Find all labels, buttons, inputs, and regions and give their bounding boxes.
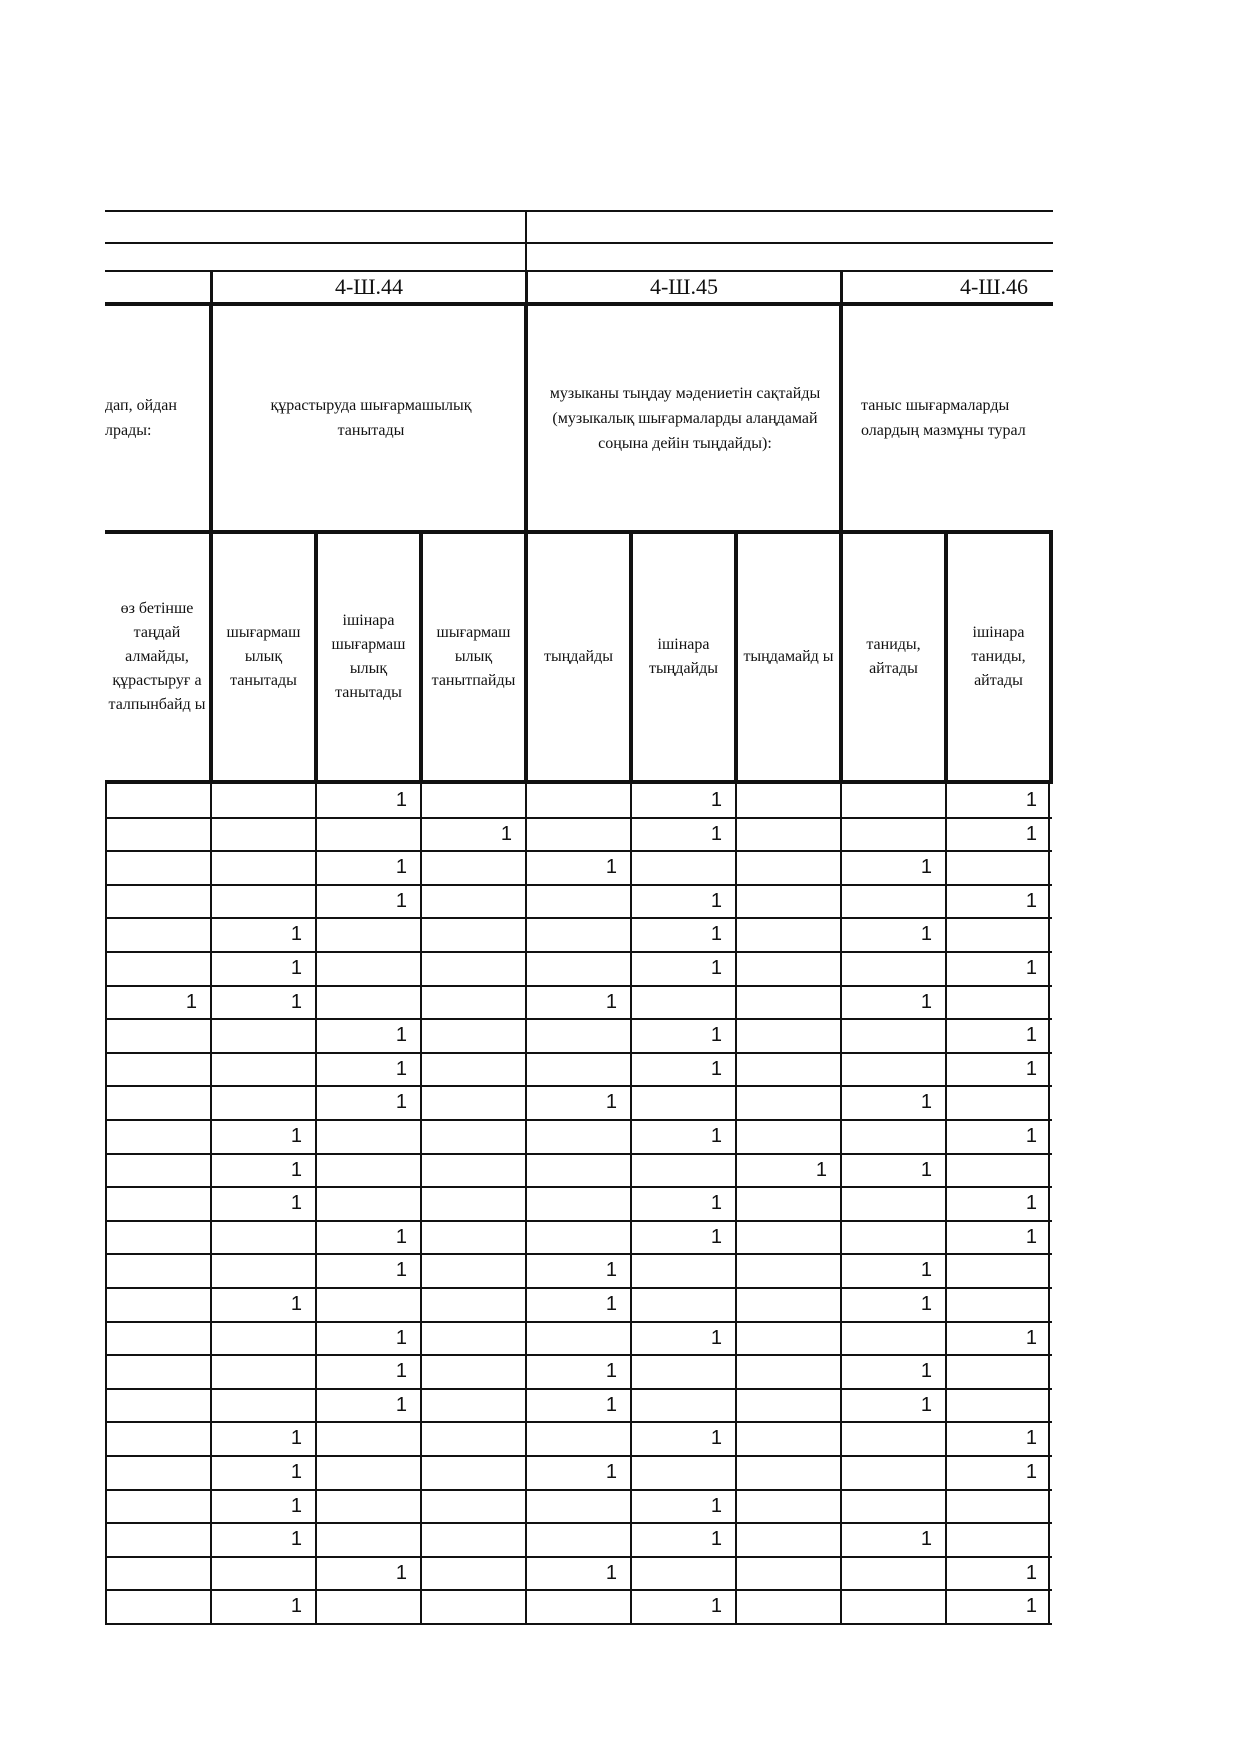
table-border xyxy=(105,210,1053,212)
indicator-code: 4-Ш.44 xyxy=(334,274,404,299)
table-cell-value: 1 xyxy=(1025,1461,1037,1483)
column-header: таниды, айтады xyxy=(866,636,921,677)
table-cell-value: 1 xyxy=(605,1360,617,1382)
group-header: музыканы тыңдау мәдениетін сақтайды (музыкалық шығармаларды алаңдамай соңына дейін тыңдайды): xyxy=(549,384,821,452)
group-header: құрастыруда шығармашылық танытады xyxy=(270,397,472,439)
table-cell-value: 1 xyxy=(395,890,407,912)
table-cell-value: 1 xyxy=(710,890,722,912)
grid-line xyxy=(105,1321,1052,1323)
table-cell-value: 1 xyxy=(290,1427,302,1449)
table-cell-value: 1 xyxy=(290,1461,302,1483)
table-cell-value: 1 xyxy=(1025,1058,1037,1080)
table-cell-value: 1 xyxy=(605,1461,617,1483)
table-cell-value: 1 xyxy=(395,1394,407,1416)
table-cell-value: 1 xyxy=(290,1293,302,1315)
table-cell-value: 1 xyxy=(1025,1192,1037,1214)
grid-line xyxy=(105,1220,1052,1222)
table-cell-value: 1 xyxy=(710,1125,722,1147)
table-cell-value: 1 xyxy=(605,1394,617,1416)
table-cell-value: 1 xyxy=(290,957,302,979)
table-cell-value: 1 xyxy=(1025,1327,1037,1349)
table-cell-value: 1 xyxy=(290,1528,302,1550)
table-cell-value: 1 xyxy=(290,1192,302,1214)
table-cell-value: 1 xyxy=(605,1562,617,1584)
table-cell-value: 1 xyxy=(185,991,197,1013)
table-cell-value: 1 xyxy=(290,1125,302,1147)
table-cell-value: 1 xyxy=(1025,1226,1037,1248)
table-cell-value: 1 xyxy=(920,856,932,878)
table-border xyxy=(105,780,1053,784)
table-cell-value: 1 xyxy=(395,856,407,878)
table-cell-value: 1 xyxy=(395,1024,407,1046)
grid-line xyxy=(1048,784,1050,1624)
table-cell-value: 1 xyxy=(920,1360,932,1382)
indicator-code: 4-Ш.45 xyxy=(649,274,719,299)
table-cell-value: 1 xyxy=(920,1528,932,1550)
table-cell-value: 1 xyxy=(920,1394,932,1416)
group-header: дап, ойдан лрады: xyxy=(105,397,177,439)
table-cell-value: 1 xyxy=(710,923,722,945)
table-cell-value: 1 xyxy=(605,856,617,878)
grid-line xyxy=(105,817,1052,819)
table-cell-value: 1 xyxy=(290,1495,302,1517)
column-header: ішінара тыңдайды xyxy=(649,636,718,677)
table-cell-value: 1 xyxy=(395,1562,407,1584)
table-cell-value: 1 xyxy=(605,1259,617,1281)
table-cell-value: 1 xyxy=(395,1091,407,1113)
grid-line xyxy=(525,784,527,1624)
table-cell-value: 1 xyxy=(605,1091,617,1113)
table-cell-value: 1 xyxy=(710,1528,722,1550)
table-cell-value: 1 xyxy=(710,1595,722,1617)
table-cell-value: 1 xyxy=(605,1293,617,1315)
table-cell-value: 1 xyxy=(290,991,302,1013)
table-cell-value: 1 xyxy=(605,991,617,1013)
table-cell-value: 1 xyxy=(920,1259,932,1281)
grid-line xyxy=(105,884,1052,886)
table-cell-value: 1 xyxy=(710,1495,722,1517)
table-cell-value: 1 xyxy=(1025,957,1037,979)
table-border xyxy=(525,210,527,272)
table-cell-value: 1 xyxy=(395,1226,407,1248)
grid-line xyxy=(105,1052,1052,1054)
table-cell-value: 1 xyxy=(710,1327,722,1349)
table-cell-value: 1 xyxy=(710,1024,722,1046)
column-header: ішінара таниды, айтады xyxy=(971,624,1026,689)
table-cell-value: 1 xyxy=(395,1259,407,1281)
table-border xyxy=(105,242,1053,244)
table-cell-value: 1 xyxy=(395,1058,407,1080)
grid-line xyxy=(105,784,107,1624)
table-cell-value: 1 xyxy=(710,1427,722,1449)
table-cell-value: 1 xyxy=(920,1159,932,1181)
column-header: шығармаш ылық танытады xyxy=(226,624,301,689)
column-header: өз бетінше таңдай алмайды, құрастыруғ а талпынбайд ы xyxy=(108,600,206,713)
grid-line xyxy=(840,784,842,1624)
table-cell-value: 1 xyxy=(1025,789,1037,811)
table-cell-value: 1 xyxy=(1025,1024,1037,1046)
column-header: шығармаш ылық танытпайды xyxy=(431,624,516,689)
table-cell-value: 1 xyxy=(500,823,512,845)
table-cell-value: 1 xyxy=(920,991,932,1013)
column-header: тыңдамайд ы xyxy=(743,648,834,665)
table-border xyxy=(1049,530,1053,784)
table-cell-value: 1 xyxy=(710,1192,722,1214)
table-cell-value: 1 xyxy=(1025,890,1037,912)
table-cell-value: 1 xyxy=(395,789,407,811)
table-cell-value: 1 xyxy=(710,823,722,845)
grid-line xyxy=(105,1623,1052,1625)
grid-line xyxy=(420,784,422,1624)
table-cell-value: 1 xyxy=(395,1327,407,1349)
indicator-code: 4-Ш.46 xyxy=(960,274,1029,299)
grid-line xyxy=(735,784,737,1624)
column-header: ішінара шығармаш ылық танытады xyxy=(331,612,406,701)
column-header: тыңдайды xyxy=(544,648,613,665)
table-cell-value: 1 xyxy=(815,1159,827,1181)
table-cell-value: 1 xyxy=(1025,1562,1037,1584)
table-cell-value: 1 xyxy=(1025,1125,1037,1147)
table-cell-value: 1 xyxy=(920,1293,932,1315)
table-cell-value: 1 xyxy=(290,1595,302,1617)
table-cell-value: 1 xyxy=(710,1226,722,1248)
table-cell-value: 1 xyxy=(710,957,722,979)
table-cell-value: 1 xyxy=(710,789,722,811)
table-cell-value: 1 xyxy=(395,1360,407,1382)
table-cell-value: 1 xyxy=(1025,823,1037,845)
table-cell-value: 1 xyxy=(290,1159,302,1181)
group-header: таныс шығармаларды олардың мазмұны турал xyxy=(861,397,1026,439)
table-cell-value: 1 xyxy=(290,923,302,945)
table-cell-value: 1 xyxy=(1025,1427,1037,1449)
table-cell-value: 1 xyxy=(920,923,932,945)
table-cell-value: 1 xyxy=(710,1058,722,1080)
table-cell-value: 1 xyxy=(1025,1595,1037,1617)
table-cell-value: 1 xyxy=(920,1091,932,1113)
